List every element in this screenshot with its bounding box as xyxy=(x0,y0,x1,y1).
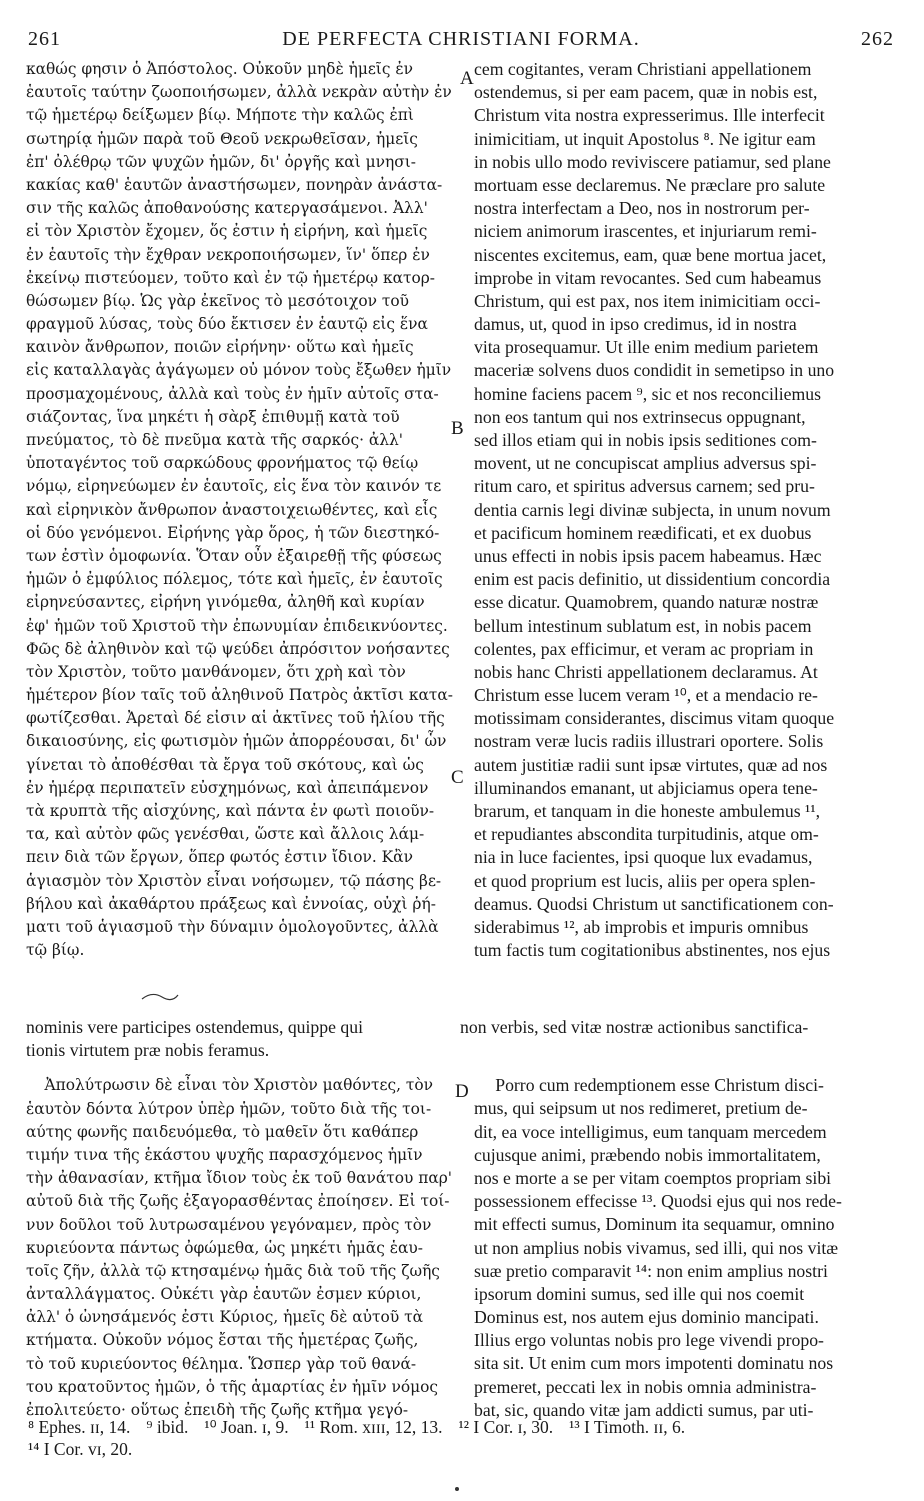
text-line: σιν τῆς καλῶς ἀποθανούσης κατεργασάμενοι. Ἀλλ' xyxy=(26,199,428,218)
footnote: ¹⁴ I Cor. vɪ, 20. xyxy=(28,1439,133,1459)
latin-continuation-left xyxy=(26,1016,466,1422)
text-line: φραγμοῦ λύσας, τοὺς δύο ἔκτισεν ἐν ἑαυτῷ εἰς ἕνα xyxy=(26,315,428,334)
text-line: τὸ τοῦ κυριεύοντος θέλημα. Ὥσπερ γὰρ τοῦ θανά- xyxy=(26,1354,417,1373)
text-line: Dominus est, nos autem ejus dominio mancipati. xyxy=(474,1307,819,1328)
text-line: movent, ut ne concupiscat amplius adversus spi- xyxy=(474,453,817,474)
text-line: brarum, et tanquam in die honeste ambulemus ¹¹, xyxy=(474,801,821,821)
text-line: dentia carnis legi divinæ subjecta, in unum novum xyxy=(474,499,831,520)
text-line: τα, καὶ αὐτὸν φῶς γενέσθαι, ὥστε καὶ ἄλλοις λάμ- xyxy=(26,825,425,844)
footnote: ⁸ Ephes. ɪɪ, 14. xyxy=(28,1417,131,1437)
text-line: in nobis ullo modo reviviscere patiamur, sed plane xyxy=(474,151,831,172)
text-line: εἰς καταλλαγὰς ἀγάγωμεν οὐ μόνον τοὺς ἔξωθεν ἡμῖν xyxy=(26,361,452,380)
text-line: σιάζοντας, ἵνα μηκέτι ἡ σὰρξ ἐπιθυμῇ κατὰ τοῦ xyxy=(26,407,400,426)
text-line: sita sit. Ut enim cum mors impotenti dominatu nos xyxy=(474,1353,834,1374)
text-line: καινὸν ἄνθρωπον, ποιῶν εἰρήνην· οὕτω καὶ ἡμεῖς xyxy=(26,338,414,357)
text-line: κτήματα. Οὐκοῦν νόμος ἔσται τῆς ἡμετέρας ζωῆς, xyxy=(26,1331,419,1350)
ornament-flourish xyxy=(140,989,180,1003)
text-line: τὸν Χριστὸν, τοῦτο μανθάνομεν, ὅτι χρὴ καὶ τὸν xyxy=(26,662,406,681)
text-line: improbe in vitam revocantes. Sed cum habeamus xyxy=(474,267,822,288)
text-line: damus, ut, quod in ipso credimus, id in nostra xyxy=(474,314,797,335)
text-line: ἐπ' ὀλέθρῳ τῶν ψυχῶν ἡμῶν, δι' ὀργῆς καὶ μνησι- xyxy=(26,152,416,171)
text-line: νυν δοῦλοι τοῦ λυτρωσαμένου γεγόναμεν, πρὸς τὸν xyxy=(26,1215,432,1234)
text-line: ἑαυτὸν δόντα λύτρον ὑπὲρ ἡμῶν, τοῦτο διὰ τῆς τοι- xyxy=(26,1099,432,1118)
text-line: non eos tantum qui nos extrinsecus oppugnant, xyxy=(474,406,806,427)
text-line: illuminandos emanant, ut abjiciamus opera tene- xyxy=(474,777,818,798)
text-line: Christum vita nostra expresserimus. Ille interfecit xyxy=(474,105,825,126)
text-line: εἰρηνεύσαντες, εἰρήνη γινόμεθα, ἀληθῆ καὶ κυρίαν xyxy=(26,593,425,612)
text-line: bat, sic, quando vitæ jam addicti sumus, par uti- xyxy=(474,1399,814,1420)
text-line: premeret, peccati lex in nobis omnia administra- xyxy=(474,1376,817,1397)
text-line: ἐφ' ἡμῶν τοῦ Χριστοῦ τὴν ἐπωνυμίαν ἐπιδεικνύοντες. xyxy=(26,616,448,635)
text-line: et pacificum hominem reædificati, et ex duobus xyxy=(474,522,812,543)
text-line: tionis virtutem præ nobis feramus. xyxy=(26,1040,270,1061)
text-line: φωτίζεσθαι. Ἀρεταὶ δέ εἰσιν αἱ ἀκτῖνες τοῦ ἡλίου τῆς xyxy=(26,709,445,728)
text-line: γίνεται τὸ ἀποθέσθαι τὰ ἔργα τοῦ σκότους, καὶ ὡς xyxy=(26,755,424,774)
text-line: τὰ κρυπτὰ τῆς αἰσχύνης, καὶ πάντα ἐν φωτὶ ποιοῦν- xyxy=(26,802,435,820)
text-line: nos e morte a se per vitam coemptos propriam sibi xyxy=(474,1167,832,1188)
text-line: εἰ τὸν Χριστὸν ἔχομεν, ὅς ἐστιν ἡ εἰρήνη, καὶ ἡμεῖς xyxy=(26,222,428,241)
text-line: autem justitiæ radii sunt ipsæ virtutes, quæ ad nos xyxy=(474,754,828,775)
text-line: τῷ βίῳ. xyxy=(26,941,85,960)
text-line: ἐπολιτεύετο· οὕτως ἐπειδὴ τῆς ζωῆς κτῆμα γεγό- xyxy=(26,1401,409,1419)
text-line: ipsorum domini sumus, sed ille qui nos coemit xyxy=(474,1283,805,1304)
text-line: ἑαυτοῖς ταύτην ζωοποιήσωμεν, ἀλλὰ νεκρὰν αὐτὴν ἐν xyxy=(26,83,452,102)
footnote: ⁹ ibid. xyxy=(146,1417,189,1437)
latin-lower-paragraph xyxy=(474,1074,898,1422)
text-line: ἐκείνῳ πιστεύομεν, τοῦτο καὶ ἐν τῷ ἡμετέρῳ κατορ- xyxy=(26,268,435,287)
text-line: mus, qui seipsum ut nos redimeret, pretium de- xyxy=(474,1098,808,1119)
text-line: πνεύματος, τὸ δὲ πνεῦμα κατὰ τῆς σαρκός· ἀλλ' xyxy=(26,431,403,449)
footnote-line-1 xyxy=(28,1416,898,1438)
footnote: ¹¹ Rom. xɪɪɪ, 12, 13. xyxy=(304,1417,443,1437)
text-line: αύτης φωνῆς παιδευόμεθα, τὸ μαθεῖν ὅτι καθάπερ xyxy=(26,1122,419,1141)
text-line: nostra interfectam a Deo, nos in nostrorum per- xyxy=(474,198,810,219)
text-line: mortuam esse declaremus. Ne præclare pro salute xyxy=(474,174,826,195)
text-line: enim est pacis definitio, ut dissidentium concordia xyxy=(474,569,831,590)
greek-column xyxy=(26,58,460,962)
text-line: homine faciens pacem ⁹, sic et nos reconciliemus xyxy=(474,383,822,404)
margin-marker-c: C xyxy=(451,767,464,788)
text-line: τοῖς ζῆν, ἀλλὰ τῷ κτησαμένῳ ἡμᾶς διὰ τοῦ τῆς ζωῆς xyxy=(26,1261,440,1280)
text-line: καὶ εἰρηνικὸν ἄνθρωπον ἀναστοιχειωθέντες, καὶ εἷς xyxy=(26,500,438,519)
text-line: et quod proprium est lucis, aliis per opera splen- xyxy=(474,870,816,891)
text-line: καθώς φησιν ὁ Ἀπόστολος. Οὐκοῦν μηδὲ ἡμεῖς ἐν xyxy=(26,60,413,78)
text-line: nobis hanc Christi appellationem declaramus. At xyxy=(474,661,818,682)
footnote-line-2 xyxy=(28,1438,898,1460)
text-line: maceriæ solvens duos condidit in semetipso in uno xyxy=(474,360,835,381)
margin-marker-a: A xyxy=(460,68,474,89)
text-line: ἡμέτερον βίον ταῖς τοῦ ἀληθινοῦ Πατρὸς ἀκτῖσι κατα- xyxy=(26,686,453,705)
greek-lower-paragraph xyxy=(26,1074,460,1422)
text-line: ἁγιασμὸν τὸν Χριστὸν εἶναι νοήσωμεν, τῷ πάσης βε- xyxy=(26,871,442,890)
text-line: τῷ ἡμετέρῳ δείξωμεν βίῳ. Μήποτε τὴν καλῶς ἐπὶ xyxy=(26,106,414,125)
text-line: bellum intestinum sublatum est, in nobis pacem xyxy=(474,615,812,636)
text-line: σωτηρίᾳ ἡμῶν παρὰ τοῦ Θεοῦ νεκρωθεῖσαν, ἡμεῖς xyxy=(26,129,418,148)
text-line: Christum esse lucem veram ¹⁰, et a mendacio re- xyxy=(474,685,818,706)
page-header xyxy=(28,28,894,58)
text-line: vita prosequamur. Ut ille enim medium parietem xyxy=(474,337,819,358)
printer-dot xyxy=(455,1487,459,1491)
text-line: θώσωμεν βίῳ. Ὡς γὰρ ἐκεῖνος τὸ μεσότοιχον τοῦ xyxy=(26,291,410,310)
running-title: DE PERFECTA CHRISTIANI FORMA. xyxy=(282,28,640,50)
text-line: ἐν ἑαυτοῖς τὴν ἔχθραν νεκροποιήσωμεν, ἵν' ὅπερ ἐν xyxy=(26,245,430,264)
footnote: ¹² I Cor. ɪ, 30. xyxy=(458,1417,554,1437)
text-line: οἱ δύο γενόμενοι. Εἰρήνης γὰρ ὅρος, ἡ τῶν διεστηκό- xyxy=(26,523,440,542)
text-line: sed illos etiam qui in nobis ipsis seditiones com- xyxy=(474,430,817,450)
text-line: deamus. Quodsi Christum ut sanctificationem con- xyxy=(474,893,834,914)
text-line: Porro cum redemptionem esse Christum disci- xyxy=(495,1075,824,1096)
text-line: non verbis, sed vitæ nostræ actionibus sanctifica- xyxy=(460,1017,809,1037)
text-line: Φῶς δὲ ἀληθινὸν καὶ τῷ ψεύδει ἀπρόσιτον νοήσαντες xyxy=(26,639,450,658)
text-line: του κρατοῦντος ἡμῶν, ὁ τῆς ἁμαρτίας ἐν ἡμῖν νόμος xyxy=(26,1377,439,1396)
text-line: niscentes excitemus, eam, quæ bene mortua jacet, xyxy=(474,244,827,265)
text-line: inimicitiam, ut inquit Apostolus ⁸. Ne igitur eam xyxy=(474,128,816,149)
text-line: cujusque animi, præbendo nobis immortalitatem, xyxy=(474,1144,821,1165)
text-line: siderabimus ¹², ab improbis et impuris omnibus xyxy=(474,916,809,937)
text-line: ut non amplius nobis vivamus, sed illi, qui nos vitæ xyxy=(474,1237,839,1258)
text-line: colentes, pax efficimur, et veram ac propriam in xyxy=(474,638,814,659)
margin-marker-b: B xyxy=(451,418,464,439)
footnotes xyxy=(28,1416,898,1460)
text-line: ostendemus, si per eam pacem, quæ in nobis est, xyxy=(474,82,818,103)
text-line: νόμῳ, εἰρηνεύωμεν ἐν ἑαυτοῖς, εἰς ἕνα τὸν καινόν τε xyxy=(26,477,442,496)
text-line: unus effecti in nobis ipsis pacem habeamus. Hæc xyxy=(474,545,822,566)
text-line: τιμήν τινα τῆς ἑκάστου ψυχῆς παρασχόμενος ἡμῖν xyxy=(26,1145,423,1164)
text-line: niciem animorum irascentes, et injuriarum remi- xyxy=(474,221,817,242)
text-line: ἡμῶν ὁ ἐμφύλιος πόλεμος, τότε καὶ ἡμεῖς, ἐν ἑαυτοῖς xyxy=(26,570,443,589)
text-line: δικαιοσύνης, εἰς φωτισμὸν ἡμῶν ἀπορρέουσαι, δι' ὧν xyxy=(26,732,447,751)
page-number-left: 261 xyxy=(28,28,61,50)
text-line: suæ pretio comparavit ¹⁴: non enim amplius nostri xyxy=(474,1260,828,1281)
text-line: et repudiantes abscondita turpitudinis, atque om- xyxy=(474,824,819,845)
text-line: cem cogitantes, veram Christiani appellationem xyxy=(474,59,812,79)
text-line: possessionem effecisse ¹³. Quodsi ejus qui nos rede- xyxy=(474,1191,842,1212)
latin-column xyxy=(474,58,898,962)
text-line: ἐν ἡμέρᾳ περιπατεῖν εὐσχημόνως, καὶ ἀπειπάμενον xyxy=(26,778,429,797)
text-line: βήλου καὶ ἀκαθάρτου πράξεως καὶ ἐννοίας, οὐχὶ ῥή- xyxy=(26,894,436,913)
text-line: mit effecti sumus, Dominum ita sequamur, omnino xyxy=(474,1214,835,1235)
text-line: προσμαχομένους, ἀλλὰ καὶ τοὺς ἐν ἡμῖν αὐτοῖς στα- xyxy=(26,384,439,403)
text-line: ἀνταλλάγματος. Οὐκέτι γὰρ ἑαυτῶν ἐσμεν κύριοι, xyxy=(26,1285,422,1304)
margin-marker-d: D xyxy=(455,1081,469,1102)
text-line: κυριεύοντα πάντως ὀφώμεθα, ὡς μηκέτι ἡμᾶς ἑαυ- xyxy=(26,1238,423,1257)
text-line: tum factis tum cogitationibus abstinentes, nos ejus xyxy=(474,940,831,961)
text-line: τὴν ἀθανασίαν, κτῆμα ἴδιον τοὺς ἐκ τοῦ θανάτου παρ' xyxy=(26,1169,453,1188)
text-line: αὐτοῦ διὰ τῆς ζωῆς ἐξαγορασθέντας ἐποίησεν. Εἰ τοί- xyxy=(26,1192,450,1211)
page-number-right: 262 xyxy=(861,28,894,50)
footnote: ¹⁰ Joan. ɪ, 9. xyxy=(204,1417,289,1437)
text-line: ἀλλ' ὁ ὠνησάμενός ἐστι Κύριος, ἡμεῖς δὲ αὐτοῦ τὰ xyxy=(26,1308,423,1327)
footnote: ¹³ I Timoth. ɪɪ, 6. xyxy=(569,1417,686,1437)
text-line: Illius ergo voluntas nobis pro lege vivendi propo- xyxy=(474,1330,824,1351)
text-line: Ἀπολύτρωσιν δὲ εἶναι τὸν Χριστὸν μαθόντες, τὸν xyxy=(44,1076,433,1095)
latin-lower-block xyxy=(460,1016,898,1422)
text-line: ματι τοῦ ἁγιασμοῦ τὴν δύναμιν ὁμολογοῦντες, ἀλλὰ xyxy=(26,917,439,936)
text-line: dit, ea voce intelligimus, eum tanquam mercedem xyxy=(474,1121,827,1142)
text-line: motissimam considerantes, discimus vitam quoque xyxy=(474,708,835,729)
text-line: esse dicatur. Quamobrem, quando naturæ nostræ xyxy=(474,592,819,613)
text-line: nia in luce facientes, ipsi quoque lux evadamus, xyxy=(474,847,813,868)
text-line: κακίας καθ' ἑαυτῶν ἀναστήσωμεν, πονηρὰν ἀνάστα- xyxy=(26,175,443,194)
text-line: των ἐστὶν ὁμοφωνία. Ὅταν οὖν ἐξαιρεθῇ τῆς φύσεως xyxy=(26,546,442,565)
text-line: Christum, qui est pax, nos item inimicitiam occi- xyxy=(474,290,821,311)
text-line: ὑποταγέντος τοῦ σαρκώδους φρονήματος τῷ θείῳ xyxy=(26,454,419,473)
text-line: ritum caro, et spiritus adversus carnem; sed pru- xyxy=(474,476,815,497)
text-line: nostram veræ lucis radiis illustrari oportere. Solis xyxy=(474,731,824,752)
text-line: nominis vere participes ostendemus, quippe qui xyxy=(26,1017,363,1037)
text-line: πειν διὰ τῶν ἔργων, ὅπερ φωτός ἐστιν ἴδιον. Κἂν xyxy=(26,848,413,867)
